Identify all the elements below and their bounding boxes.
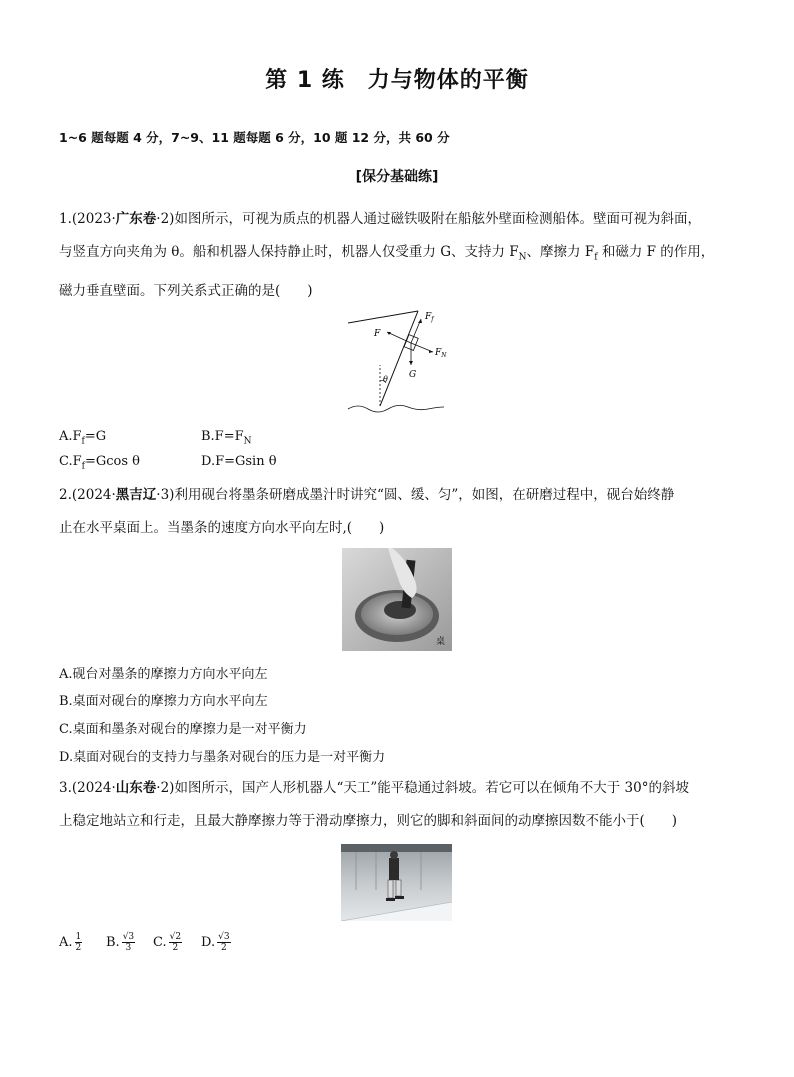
ceiling bbox=[341, 844, 452, 852]
question-3 bbox=[59, 772, 759, 838]
q1-line3: 磁力垂直壁面。下列关系式正确的是( ) bbox=[59, 282, 313, 299]
q3-option-a[interactable]: A. $\frac{1}{2}$ bbox=[59, 932, 82, 953]
friction-arrowhead bbox=[418, 319, 422, 323]
q1-option-d[interactable]: D.F=Gsin θ bbox=[201, 454, 277, 469]
label-fn: $F_N$ bbox=[435, 348, 447, 359]
q2-option-d[interactable]: D.桌面对砚台的支持力与墨条对砚台的压力是一对平衡力 bbox=[59, 750, 386, 765]
wall-top-line bbox=[348, 311, 418, 323]
robot-left-leg bbox=[388, 880, 393, 898]
q1-text-2: 与竖直方向夹角为 θ。船和机器人保持静止时，机器人仅受重力 G、支持力 F bbox=[59, 244, 519, 260]
q3-line1 bbox=[59, 772, 759, 805]
q1-text-2b: 、摩擦力 F bbox=[526, 244, 595, 260]
q2-number: 2.(2024· bbox=[59, 487, 116, 503]
q3-line2: 上稳定地站立和行走，且最大静摩擦力等于滑动摩擦力，则它的脚和斜面间的动摩擦因数不能小于( ) bbox=[59, 813, 678, 829]
q1-force-diagram bbox=[340, 303, 450, 418]
q1-text-2c: 和磁力 F 的作用， bbox=[597, 244, 715, 260]
q3-number: 3.(2024· bbox=[59, 780, 116, 796]
ink-pool bbox=[384, 601, 416, 619]
q1-number: 1.(2023· bbox=[59, 211, 116, 227]
q3-option-b[interactable]: B. $\frac{√3}{3}$ bbox=[106, 932, 135, 953]
q1-option-a[interactable]: $A.F_f=G$ bbox=[59, 429, 107, 447]
robot-head bbox=[390, 851, 398, 859]
wall-incline bbox=[380, 311, 418, 406]
q2-source-suffix: ·3) bbox=[156, 487, 175, 503]
question-2 bbox=[59, 479, 749, 545]
label-ff: $F_f$ bbox=[425, 312, 434, 323]
robot-torso bbox=[389, 858, 399, 880]
water-wave bbox=[348, 405, 444, 412]
robot-right-foot bbox=[395, 896, 404, 899]
q1-option-b[interactable]: $B.F=F_N$ bbox=[201, 429, 252, 447]
q2-line1 bbox=[59, 479, 749, 512]
q2-option-c[interactable]: C.桌面和墨条对砚台的摩擦力是一对平衡力 bbox=[59, 722, 307, 737]
score-note: 1~6 题每题 4 分，7~9、11 题每题 6 分，10 题 12 分，共 60 分 bbox=[59, 130, 450, 145]
page-title: 第 1 练 力与物体的平衡 bbox=[265, 68, 529, 93]
q1-line2 bbox=[59, 236, 749, 275]
label-g: G bbox=[409, 370, 417, 380]
q2-text-1: 利用砚台将墨条研磨成墨汁时讲究“圆、缓、匀”，如图，在研磨过程中，砚台始终静 bbox=[174, 487, 675, 503]
robot-left-foot bbox=[386, 898, 395, 901]
q1-source-suffix: ·2) bbox=[156, 211, 175, 227]
table-label: 桌 bbox=[436, 637, 446, 647]
q3-robot-photo bbox=[341, 844, 452, 921]
q1-option-c[interactable]: $C.F_f=Gcos$ θ bbox=[59, 454, 140, 472]
q1-line1 bbox=[59, 203, 749, 236]
q1-source: 广东卷 bbox=[115, 211, 157, 227]
q2-option-b[interactable]: B.桌面对砚台的摩擦力方向水平向左 bbox=[59, 694, 268, 709]
q1-sub-n: N bbox=[518, 252, 527, 263]
q3-option-c[interactable]: C. $\frac{√2}{2}$ bbox=[153, 932, 182, 953]
gravity-arrowhead bbox=[409, 361, 413, 365]
question-1 bbox=[59, 203, 749, 308]
q2-option-a[interactable]: A.砚台对墨条的摩擦力方向水平向左 bbox=[59, 667, 268, 682]
q3-text-1: 如图所示，国产人形机器人“天工”能平稳通过斜坡。若它可以在倾角不大于 30°的斜坡 bbox=[174, 780, 689, 796]
robot-right-leg bbox=[396, 880, 401, 896]
q3-option-d[interactable]: D. $\frac{√3}{2}$ bbox=[201, 932, 230, 953]
q2-source: 黑吉辽 bbox=[115, 487, 157, 503]
section-title: [保分基础练] bbox=[355, 169, 439, 185]
q2-inkstone-photo bbox=[342, 548, 452, 651]
q2-line2: 止在水平桌面上。当墨条的速度方向水平向左时,( ) bbox=[59, 520, 385, 536]
label-f: F bbox=[374, 329, 381, 339]
q3-source-suffix: ·2) bbox=[156, 780, 175, 796]
q3-source: 山东卷 bbox=[115, 780, 157, 796]
q1-sub-f: f bbox=[594, 252, 598, 263]
q1-text-1: 如图所示，可视为质点的机器人通过磁铁吸附在船舷外壁面检测船体。壁面可视为斜面， bbox=[174, 211, 701, 227]
label-theta: θ bbox=[383, 375, 388, 384]
